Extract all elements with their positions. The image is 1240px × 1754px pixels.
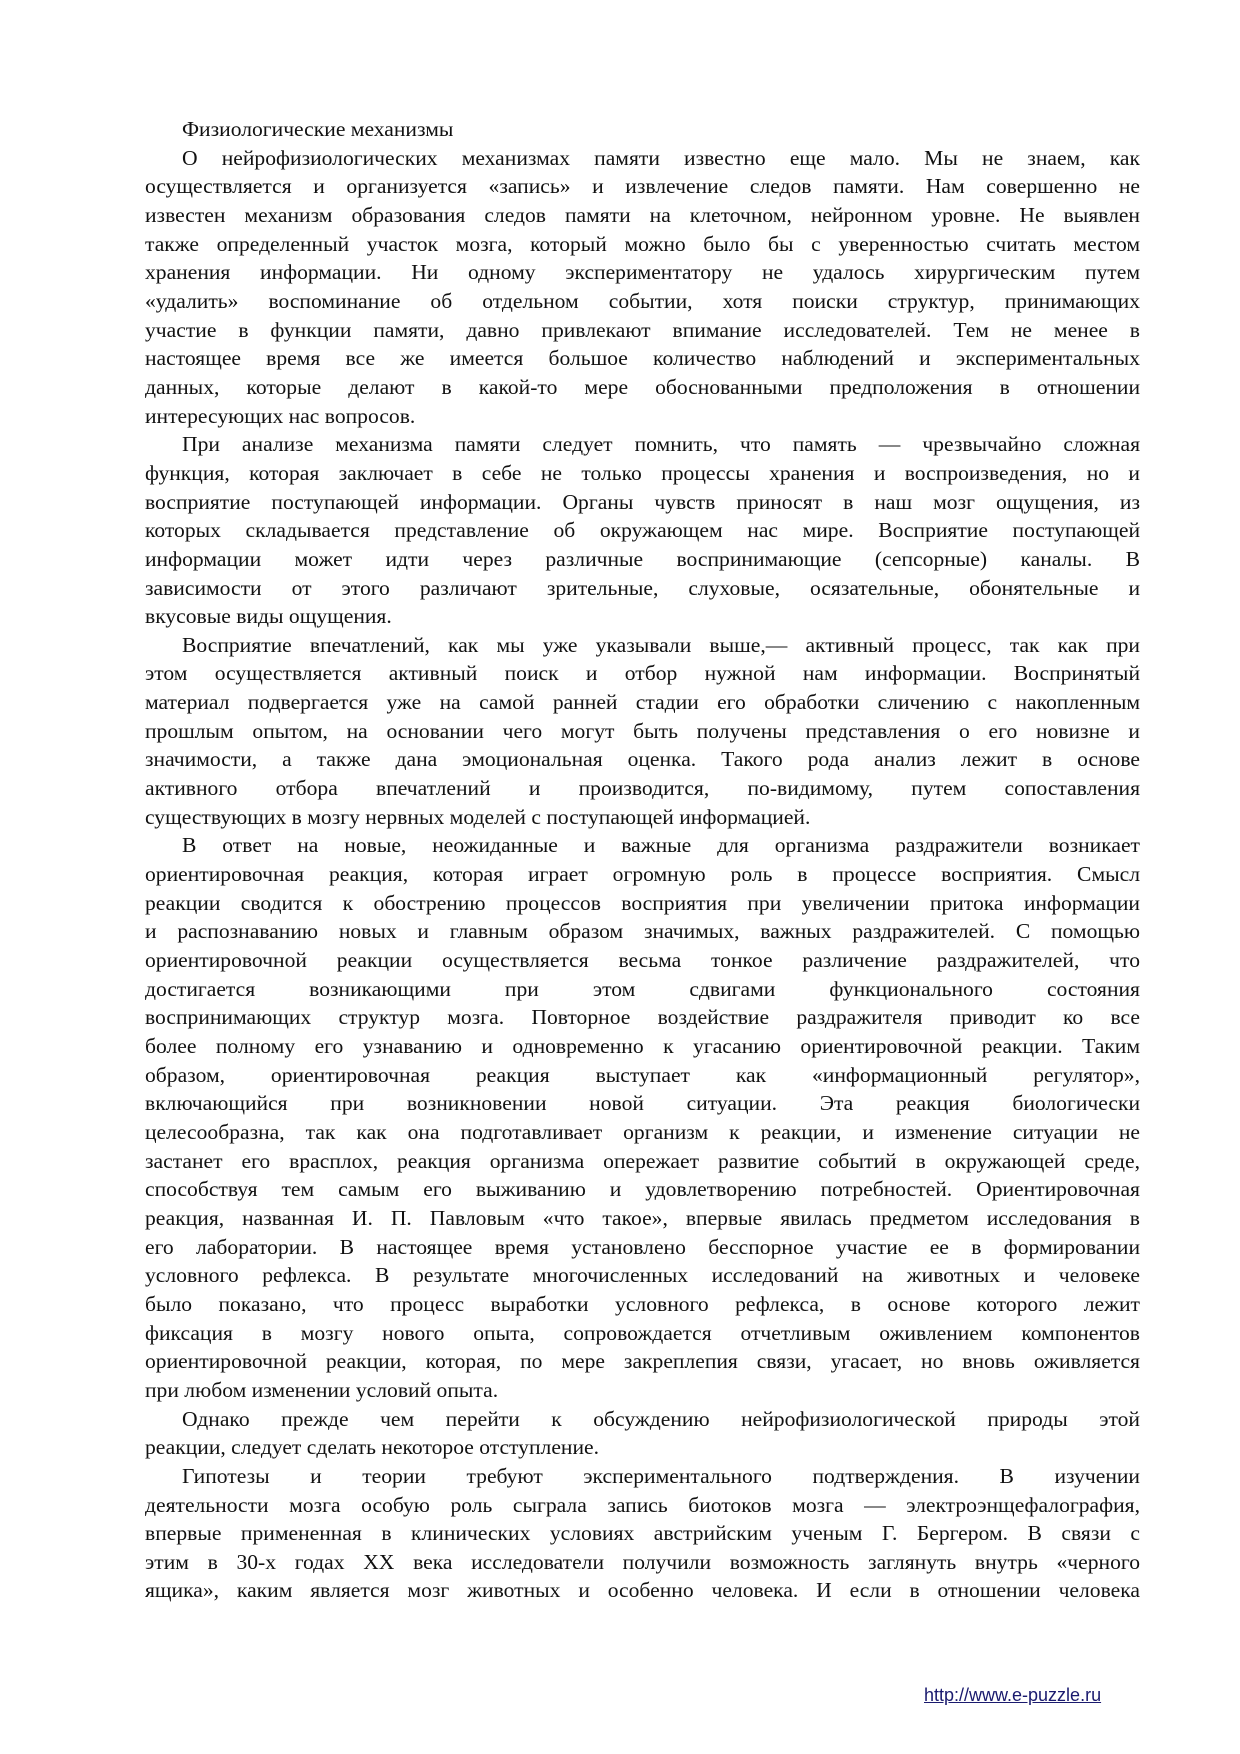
text-line: осуществляется и организуется «запись» и извлечение следов памяти. Нам совершенно не [145,174,1140,199]
text-line: также определенный участок мозга, который можно было бы с уверенностью считать местом [145,231,1140,256]
text-line: восприятие поступающей информации. Органы чувств приносят в наш мозг ощущения, из [145,489,1140,514]
paragraph [145,631,1140,832]
text-line: ящика», каким является мозг животных и особенно человека. И если в отношении человека [145,1578,1140,1603]
text-line: данных, которые делают в какой-то мере обоснованными предположения в отношении [145,374,1140,399]
text-line: О нейрофизиологических механизмах памяти известно еще мало. Мы не знаем, как [182,145,1140,170]
text-line: хранения информации. Ни одному экспериментатору не удалось хирургическим путем [145,260,1140,285]
text-line: этим в 30-х годах XX века исследователи получили возможность заглянуть внутрь «черного [145,1549,1140,1574]
text-line: ориентировочной реакции осуществляется весьма тонкое различение раздражителей, что [145,948,1140,973]
text-line: Гипотезы и теории требуют экспериментального подтверждения. В изучении [182,1463,1140,1488]
text-line: функция, которая заключает в себе не только процессы хранения и воспроизведения, но и [145,460,1140,485]
text-line: материал подвергается уже на самой ранней стадии его обработки сличению с накопленным [145,690,1140,715]
footer-link[interactable]: http://www.e-puzzle.ru [924,1685,1102,1705]
text-line: В ответ на новые, неожиданные и важные для организма раздражители возникает [182,833,1140,858]
text-line: фиксация в мозгу нового опыта, сопровождается отчетливым оживлением компонентов [145,1320,1140,1345]
text-line: вкусовые виды ощущения. [145,604,392,629]
text-line: активного отбора впечатлений и производится, по-видимому, путем сопоставления [145,776,1140,801]
text-line: прошлым опытом, на основании чего могут быть получены представления о его новизне и [145,718,1140,743]
paragraph [145,831,1140,1404]
text-line: более полному его узнаванию и одновременно к угасанию ориентировочной реакции. Таким [145,1034,1140,1058]
text-line: деятельности мозга особую роль сыграла запись биотоков мозга — электроэнщефалография, [145,1492,1140,1517]
text-line: достигается возникающими при этом сдвигами функционального состояния [145,976,1140,1001]
text-line: интересующих нас вопросов. [145,403,416,428]
text-line: которых складывается представление об окружающем нас мире. Восприятие поступающей [145,518,1140,543]
text-line: участие в функции памяти, давно привлекают впимание исследователей. Тем не менее в [145,317,1140,342]
text-line: ориентировочной реакции, которая, по мере закреплепия связи, угасает, но вновь оживляется [145,1349,1140,1374]
text-line: При анализе механизма памяти следует помнить, что память — чрезвычайно сложная [182,432,1140,457]
text-line: условного рефлекса. В результате многочисленных исследований на животных и человеке [145,1263,1140,1288]
text-line: реакции, следует сделать некоторое отступление. [145,1435,599,1460]
text-line: и распознаванию новых и главным образом значимых, важных раздражителей. С помощью [145,919,1140,944]
text-line: способствуя тем самым его выживанию и удовлетворению потребностей. Ориентировочная [145,1177,1140,1202]
text-line: при любом изменении условий опыта. [145,1377,499,1402]
text-line: существующих в мозгу нервных моделей с поступающей информацией. [145,804,811,829]
text-line: образом, ориентировочная реакция выступает как «информационный регулятор», [145,1062,1140,1087]
text-line: было показано, что процесс выработки условного рефлекса, в основе которого лежит [145,1291,1140,1316]
text-line: впервые примененная в клинических условиях австрийским ученым Г. Бергером. В связи с [145,1521,1140,1546]
paragraph [145,430,1140,631]
text-line: зависимости от этого различают зрительные, слуховые, осязательные, обонятельные и [145,575,1140,600]
paragraph [145,144,1140,431]
text-line: реакции сводится к обострению процессов восприятия при увеличении притока информации [145,890,1140,915]
text-line: значимости, а также дана эмоциональная оценка. Такого рода анализ лежит в основе [145,747,1140,772]
text-line: «удалить» воспоминание об отдельном событии, хотя поиски структур, принимающих [145,288,1140,313]
text-line: застанет его врасплох, реакция организма опережает развитие событий в окружающей среде, [145,1148,1140,1173]
text-line: реакция, названная И. П. Павловым «что такое», впервые явилась предметом исследования в [145,1205,1140,1230]
text-line: воспринимающих структур мозга. Повторное воздействие раздражителя приводит ко все [145,1005,1140,1030]
text-line: его лаборатории. В настоящее время установлено бесспорное участие ее в формировании [145,1234,1140,1259]
text-line: включающийся при возникновении новой ситуации. Эта реакция биологически [145,1091,1140,1116]
text-line: настоящее время все же имеется большое количество наблюдений и экспериментальных [145,346,1140,371]
text-line: Восприятие впечатлений, как мы уже указывали выше,— активный процесс, так как при [182,632,1140,657]
document-page [145,115,1140,1605]
text-line: ориентировочная реакция, которая играет огромную роль в процессе восприятия. Смысл [145,862,1140,887]
text-line: целесообразна, так как она подготавливает организм к реакции, и изменение ситуации не [145,1119,1140,1144]
paragraph [145,1405,1140,1462]
text-line: этом осуществляется активный поиск и отбор нужной нам информации. Воспринятый [145,661,1140,686]
text-line: информации может идти через различные воспринимающие (сепсорные) каналы. В [145,546,1140,571]
text-line: Однако прежде чем перейти к обсуждению нейрофизиологической природы этой [182,1406,1140,1431]
section-heading: Физиологические механизмы [182,117,454,141]
paragraph [145,1462,1140,1605]
text-line: известен механизм образования следов памяти на клеточном, нейронном уровне. Не выявлен [145,202,1140,227]
